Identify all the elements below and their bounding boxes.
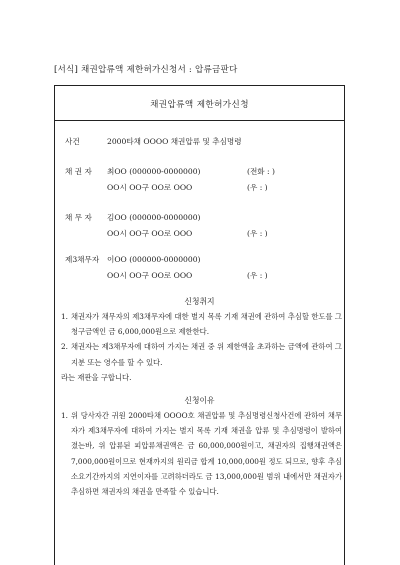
creditor-phone: (전화 : ): [247, 167, 275, 176]
reason-section: [61, 408, 342, 499]
reason-item-text: 위 당사자간 귀원 2000타채 OOOO호 채권압류 및 추심명령신청사건에 관하여 채무자가 제3채무자에 대하여 가지는 별지 목록 기재 채권을 압류 및 추심명령이 발하여 졌는바, 위 압류된 피압류채권액은 금 60,000,000원이고, 채권자의 집행채권액은 7,000,000원이므로 현재까지의 원리금 합계 10,000,000원 정도 되므로, 향후 추심소요기간까지의 지연이자를 고려하더라도 금 13,000,000원 범위 내에서만 채권자가 추심하면 채권자의 채권을 만족할 수 있습니다.: [70, 411, 342, 497]
purpose-closing: 라는 재판을 구합니다.: [61, 372, 132, 382]
form-title: 채권압류액 제한허가신청: [150, 100, 249, 110]
debtor-postal: (우 : ): [247, 229, 268, 238]
purpose-item-text: 채권자는 제3채무자에 대하여 가지는 채권 중 위 제한액을 초과하는 금액에 관하여 그 지분 또는 영수를 할 수 있다.: [70, 342, 342, 367]
purpose-item-number: 1.: [61, 312, 68, 321]
purpose-item-text: 채권자가 채무자의 제3채무자에 대한 별지 목록 기재 채권에 관하여 추심할 한도를 그 청구금액인 금 6,000,000원으로 제한한다.: [70, 312, 342, 337]
debtor-label: 채 무 자: [65, 213, 92, 222]
creditor-name: 최OO (000000-0000000): [107, 167, 201, 176]
purpose-section: [61, 309, 342, 385]
purpose-heading: 신청취지: [184, 297, 215, 306]
third-debtor-postal: (우 : ): [247, 271, 268, 280]
reason-item: [61, 408, 342, 499]
third-debtor-address: OO시 OO구 OO로 OOO: [107, 271, 193, 280]
document-header: [서식] 채권압류액 제한허가신청서 : 압류금판다: [54, 65, 238, 75]
debtor-name: 김OO (000000-0000000): [107, 213, 201, 222]
reason-item-number: 1.: [61, 411, 68, 420]
creditor-address: OO시 OO구 OO로 OOO: [107, 183, 193, 192]
third-debtor-name: 이OO (000000-0000000): [107, 255, 201, 264]
reason-heading: 신청이유: [184, 396, 215, 405]
purpose-item: [61, 309, 342, 339]
creditor-label: 채 권 자: [65, 167, 92, 176]
debtor-address: OO시 OO구 OO로 OOO: [107, 229, 193, 238]
purpose-item-number: 2.: [61, 342, 68, 352]
third-debtor-label: 제3채무자: [65, 255, 100, 264]
case-label: 사건: [65, 137, 80, 146]
creditor-postal: (우 : ): [247, 183, 268, 192]
purpose-item: [61, 339, 342, 369]
case-value: 2000타채 OOOO 채권압류 및 추심명령: [107, 137, 242, 146]
application-form: [54, 85, 345, 565]
title-divider: [55, 120, 344, 121]
